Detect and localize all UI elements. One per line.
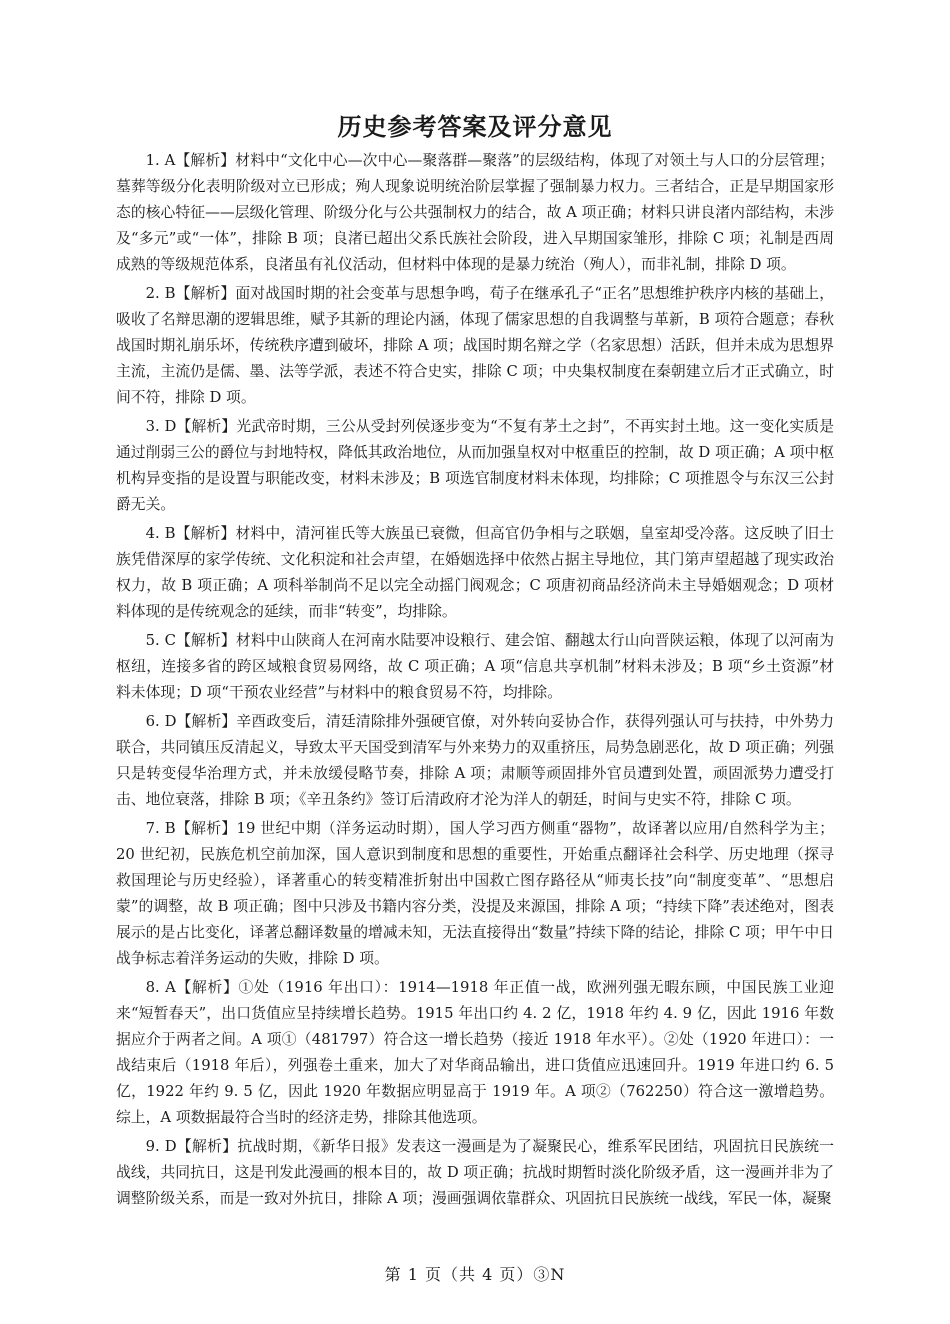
answer-6: 6. D【解析】辛酉政变后，清廷清除排外强硬官僚，对外转向妥协合作，获得列强认可与扶持，中外势力联合，共同镇压反清起义，导致太平天国受到清军与外来势力的双重挤压，局势急剧恶化，故 D 项正确；列强只是转变侵华治理方式，并未放缓侵略节奏，排除 A 项；肃顺等顽固排外官员遭到处置，顽固派势力遭受打击、地位衰落，排除 B 项；《辛丑条约》签订后清政府才沦为洋人的朝廷，时间与史实不符，排除 C 项。	[116, 713, 834, 808]
answer-list	[116, 148, 834, 1212]
page-footer: 第 1 页（共 4 页）③N	[384, 1265, 566, 1284]
answer-5: 5. C【解析】材料中山陕商人在河南水陆要冲设粮行、建会馆、翻越太行山向晋陕运粮，体现了以河南为枢纽，连接多省的跨区域粮食贸易网络，故 C 项正确；A 项“信息共享机制”材料未涉及；B 项“乡土资源”材料未体现；D 项“干预农业经营”与材料中的粮食贸易不符，均排除。	[116, 632, 834, 701]
answer-2: 2. B【解析】面对战国时期的社会变革与思想争鸣，荀子在继承孔子“正名”思想维护秩序内核的基础上，吸收了名辩思潮的逻辑思维，赋予其新的理论内涵，体现了儒家思想的自我调整与革新，B 项符合题意；春秋战国时期礼崩乐坏，传统秩序遭到破坏，排除 A 项；战国时期名辩之学（名家思想）活跃，但并未成为思想界主流，主流仍是儒、墨、法等学派，表述不符合史实，排除 C 项；中央集权制度在秦朝建立后才正式确立，时间不符，排除 D 项。	[116, 285, 834, 406]
answer-9: 9. D【解析】抗战时期，《新华日报》发表这一漫画是为了凝聚民心，维系军民团结，巩固抗日民族统一战线，共同抗日，这是刊发此漫画的根本目的，故 D 项正确；抗战时期暂时淡化阶级矛盾，这一漫画并非为了调整阶级关系，而是一致对外抗日，排除 A 项；漫画强调依靠群众、巩固抗日民族统一战线，军民一体，凝聚	[116, 1138, 834, 1207]
answer-1: 1. A【解析】材料中“文化中心—次中心—聚落群—聚落”的层级结构，体现了对领土与人口的分层管理；墓葬等级分化表明阶级对立已形成；殉人现象说明统治阶层掌握了强制暴力权力。三者结合，正是早期国家形态的核心特征——层级化管理、阶级分化与公共强制权力的结合，故 A 项正确；材料只讲良渚内部结构，未涉及“多元”或“一体”，排除 B 项；良渚已超出父系氏族社会阶段，进入早期国家雏形，排除 C 项；礼制是西周成熟的等级规范体系，良渚虽有礼仪活动，但材料中体现的是暴力统治（殉人），而非礼制，排除 D 项。	[116, 152, 834, 273]
answer-8: 8. A【解析】①处（1916 年出口）：1914—1918 年正值一战，欧洲列强无暇东顾，中国民族工业迎来“短暂春天”，出口货值应呈持续增长趋势。1915 年出口约 4. 2 亿，1918 年约 4. 9 亿，因此 1916 年数据应介于两者之间。A 项①（481797）符合这一增长趋势（接近 1918 年水平）。②处（1920 年进口）：一战结束后（1918 年后），列强卷土重来，加大了对华商品输出，进口货值应迅速回升。1919 年进口约 6. 5 亿，1922 年约 9. 5 亿，因此 1920 年数据应明显高于 1919 年。A 项②（762250）符合这一激增趋势。综上，A 项数据最符合当时的经济走势，排除其他选项。	[116, 979, 834, 1126]
answer-3: 3. D【解析】光武帝时期，三公从受封列侯逐步变为“不复有茅土之封”，不再实封土地。这一变化实质是通过削弱三公的爵位与封地特权，降低其政治地位，从而加强皇权对中枢重臣的控制，故 D 项正确；A 项中枢机构异变指的是设置与职能改变，材料未涉及；B 项选官制度材料未体现，均排除；C 项推恩令与东汉三公封爵无关。	[116, 418, 834, 513]
answer-4: 4. B【解析】材料中，清河崔氏等大族虽已衰微，但高官仍争相与之联姻，皇室却受冷落。这反映了旧士族凭借深厚的家学传统、文化积淀和社会声望，在婚姻选择中依然占据主导地位，其门第声望超越了现实政治权力，故 B 项正确；A 项科举制尚不足以完全动摇门阀观念；C 项唐初商品经济尚未主导婚姻观念；D 项材料体现的是传统观念的延续，而非“转变”，均排除。	[116, 525, 834, 620]
page-title: 历史参考答案及评分意见	[337, 113, 613, 141]
answer-7: 7. B【解析】19 世纪中期（洋务运动时期），国人学习西方侧重“器物”，故译著以应用/自然科学为主；20 世纪初，民族危机空前加深，国人意识到制度和思想的重要性，开始重点翻译社会科学、历史地理（探寻救国理论与历史经验），译著重心的转变精准折射出中国救亡图存路径从“师夷长技”向“制度变革”、“思想启蒙”的调整，故 B 项正确；图中只涉及书籍内容分类，没提及来源国，排除 A 项；“持续下降”表述绝对，图表展示的是占比变化，译著总翻译数量的增减未知，无法直接得出“数量”持续下降的结论，排除 C 项；甲午中日战争标志着洋务运动的失败，排除 D 项。	[116, 820, 834, 967]
